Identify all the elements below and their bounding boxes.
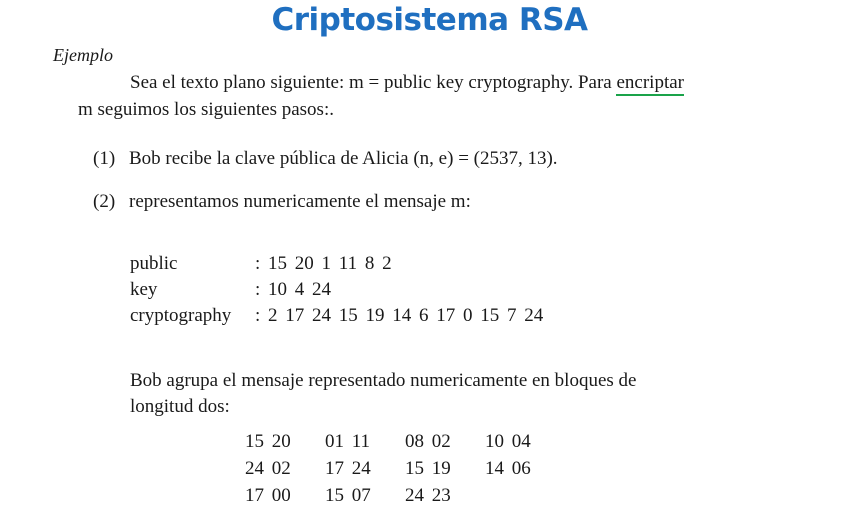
blocks-row	[245, 482, 565, 509]
block-cell: 14 06	[485, 457, 531, 479]
block-cell: 15 20	[245, 430, 291, 452]
table-word: public	[130, 253, 178, 274]
intro-line-2: m seguimos los siguientes pasos:.	[78, 99, 334, 120]
blocks-grid	[245, 428, 565, 509]
block-cell: 24 02	[245, 457, 291, 479]
block-cell: 17 24	[325, 457, 371, 479]
block-cell: 17 00	[245, 484, 291, 506]
block-cell: 10 04	[485, 430, 531, 452]
grouping-line-1: Bob agrupa el mensaje representado numericamente en bloques de	[130, 370, 637, 391]
blocks-row	[245, 455, 565, 482]
example-heading: Ejemplo	[53, 45, 113, 65]
table-word: key	[130, 279, 158, 300]
table-row	[130, 303, 543, 329]
block-cell: 15 07	[325, 484, 371, 506]
step-1	[93, 148, 558, 170]
slide-title: Criptosistema RSA	[271, 2, 588, 38]
intro-line-1	[130, 72, 684, 94]
intro-line-1-text: Sea el texto plano siguiente: m = public key cryptography. Para	[130, 72, 617, 93]
table-values: : 15 20 1 11 8 2	[255, 253, 392, 274]
table-values: : 10 4 24	[255, 279, 332, 300]
block-cell: 08 02	[405, 430, 451, 452]
table-row	[130, 277, 543, 303]
underlined-word-encriptar: encriptar	[616, 72, 684, 96]
table-values: : 2 17 24 15 19 14 6 17 0 15 7 24	[255, 305, 544, 326]
block-cell: 01 11	[325, 430, 371, 452]
grouping-line-2: longitud dos:	[130, 396, 230, 417]
numeric-representation-table	[130, 251, 543, 329]
block-cell: 24 23	[405, 484, 451, 506]
block-cell: 15 19	[405, 457, 451, 479]
step-1-number: (1)	[93, 148, 116, 169]
table-row	[130, 251, 543, 277]
blocks-row	[245, 428, 565, 455]
table-word: cryptography	[130, 305, 232, 326]
step-2-text: representamos numericamente el mensaje m:	[129, 191, 471, 212]
step-1-text: Bob recibe la clave pública de Alicia (n, e) = (2537, 13).	[129, 148, 558, 169]
step-2-number: (2)	[93, 191, 116, 212]
step-2	[93, 191, 471, 213]
